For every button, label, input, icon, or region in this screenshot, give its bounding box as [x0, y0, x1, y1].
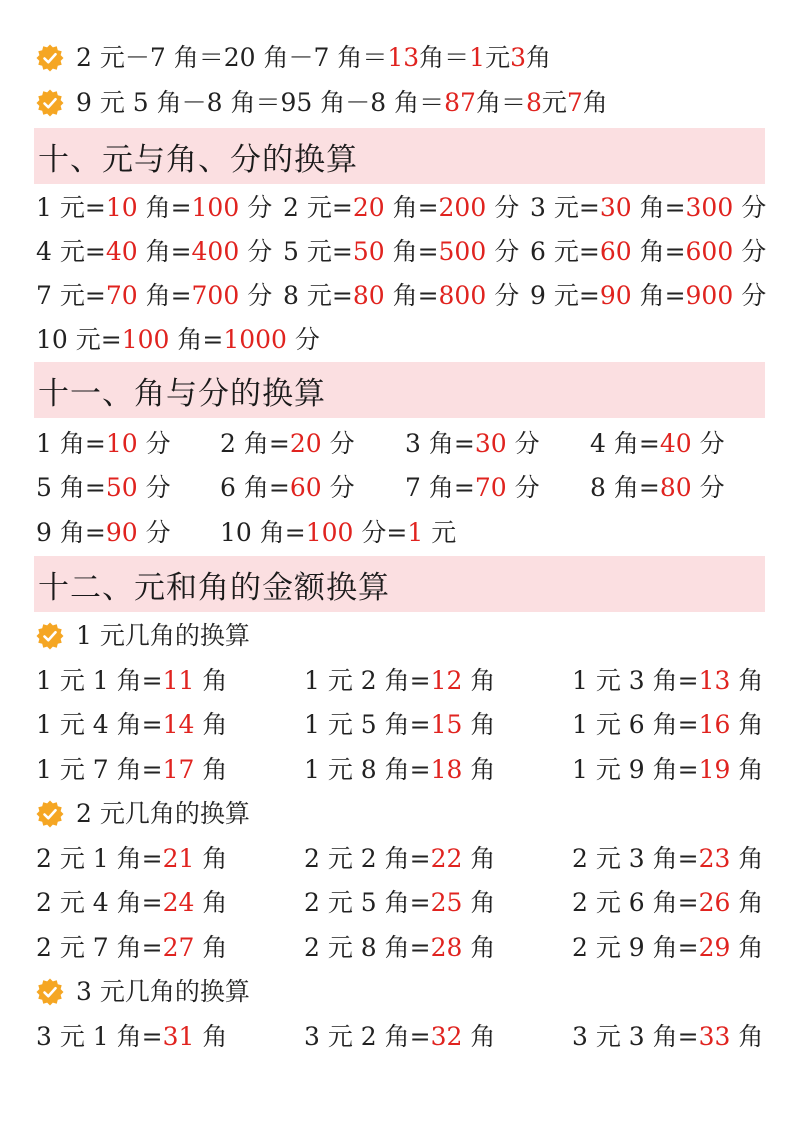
equation-text: 角 [582, 88, 608, 117]
conversion-cell [36, 708, 227, 742]
subsection-heading-text: 3 元几角的换算 [76, 977, 250, 1006]
section-header [34, 556, 765, 612]
equation-text: 4 角= [590, 429, 660, 458]
equation-text: 1 元 8 角= [304, 755, 431, 784]
answer-value: 33 [698, 1022, 731, 1051]
equation-text: 角 [462, 1022, 496, 1051]
equation-text: 角 [194, 844, 228, 873]
equation-text: 分 [137, 518, 171, 547]
answer-value: 70 [474, 473, 507, 502]
equation-text: 2 元 6 角= [572, 888, 699, 917]
conversion-cell [220, 471, 355, 505]
equation-text: 角 [525, 43, 551, 72]
conversion-cell [36, 427, 171, 461]
table-row [0, 516, 800, 550]
answer-value: 19 [698, 755, 731, 784]
equation-text: 角 [462, 933, 496, 962]
equation-text: 角= [137, 193, 192, 222]
table-row [0, 191, 800, 225]
equation-text: 角 [194, 666, 228, 695]
equation-text: 角＝ [475, 88, 526, 117]
equation-text: 分 [691, 429, 725, 458]
conversion-cell [572, 664, 763, 698]
table-row [0, 323, 800, 357]
conversion-cell [572, 842, 763, 876]
answer-value: 70 [105, 281, 138, 310]
conversion-cell [283, 191, 519, 225]
equation-line [36, 41, 551, 75]
answer-value: 27 [162, 933, 195, 962]
table-row [0, 753, 800, 787]
conversion-cell [572, 753, 763, 787]
answer-value: 800 [438, 281, 487, 310]
equation-text: 角 [730, 1022, 764, 1051]
answer-value: 14 [162, 710, 195, 739]
conversion-cell [36, 842, 227, 876]
conversion-cell [590, 471, 725, 505]
equation-text: 1 元 5 角= [304, 710, 431, 739]
equation-text: 角 [730, 844, 764, 873]
conversion-cell [283, 235, 519, 269]
conversion-cell [36, 753, 227, 787]
answer-value: 90 [105, 518, 138, 547]
equation-text: 角= [384, 281, 439, 310]
equation-text: 1 元 7 角= [36, 755, 163, 784]
answer-value: 60 [599, 237, 632, 266]
equation-text: 2 元 2 角= [304, 844, 431, 873]
equation-text: 2 元= [283, 193, 353, 222]
equation-text: 3 元 3 角= [572, 1022, 699, 1051]
equation-text: 角= [169, 325, 224, 354]
equation-text: 角 [194, 888, 228, 917]
equation-text: 1 元= [36, 193, 106, 222]
subsection-heading [36, 797, 250, 831]
answer-value: 20 [352, 193, 385, 222]
equation-text: 分 [486, 193, 520, 222]
answer-value: 13 [387, 43, 420, 72]
answer-value: 600 [685, 237, 734, 266]
equation-line [36, 86, 608, 120]
equation-text: 分 [321, 429, 355, 458]
equation-text: 分 [506, 429, 540, 458]
conversion-cell [36, 471, 171, 505]
table-row [0, 842, 800, 876]
answer-value: 31 [162, 1022, 195, 1051]
answer-value: 1 [407, 518, 424, 547]
answer-value: 100 [191, 193, 240, 222]
answer-value: 15 [430, 710, 463, 739]
table-row [0, 931, 800, 965]
equation-text: 角 [194, 933, 228, 962]
conversion-cell [530, 279, 766, 313]
answer-value: 10 [105, 193, 138, 222]
equation-text: 分 [733, 237, 767, 266]
answer-value: 20 [289, 429, 322, 458]
table-row [0, 427, 800, 461]
subsection-heading [36, 619, 250, 653]
equation-text: 9 角= [36, 518, 106, 547]
conversion-cell [405, 427, 540, 461]
equation-text: 角= [631, 281, 686, 310]
equation-text: 分 [137, 473, 171, 502]
badge-check-icon [36, 978, 64, 1006]
equation-text: 角 [730, 755, 764, 784]
answer-value: 3 [510, 43, 526, 72]
equation-text: 分 [691, 473, 725, 502]
conversion-cell [283, 279, 519, 313]
answer-value: 10 [105, 429, 138, 458]
equation-text: 1 元 9 角= [572, 755, 699, 784]
conversion-cell [530, 191, 766, 225]
conversion-cell [36, 886, 227, 920]
equation-text: 分 [321, 473, 355, 502]
equation-text: 3 元 2 角= [304, 1022, 431, 1051]
equation-text: 2 元 9 角= [572, 933, 699, 962]
equation-text: 元 [541, 88, 567, 117]
answer-value: 12 [430, 666, 463, 695]
equation-text: 3 元 1 角= [36, 1022, 163, 1051]
equation-text: 3 角= [405, 429, 475, 458]
answer-value: 7 [566, 88, 583, 117]
answer-value: 21 [162, 844, 195, 873]
equation-text: 分 [239, 237, 273, 266]
conversion-cell [36, 931, 227, 965]
equation-text: 角= [384, 193, 439, 222]
equation-text: 1 元 3 角= [572, 666, 699, 695]
answer-value: 30 [599, 193, 632, 222]
table-row [0, 279, 800, 313]
conversion-cell [304, 842, 495, 876]
badge-check-icon [36, 44, 64, 72]
equation-text: 5 元= [283, 237, 353, 266]
equation-text: 9 元 5 角－8 角＝95 角－8 角＝ [76, 88, 445, 117]
equation-text: 分 [239, 281, 273, 310]
equation-text: 2 元 7 角= [36, 933, 163, 962]
answer-value: 50 [105, 473, 138, 502]
equation-text: 10 角= [220, 518, 306, 547]
answer-value: 28 [430, 933, 463, 962]
equation-text: 2 元 5 角= [304, 888, 431, 917]
equation-text: 2 角= [220, 429, 290, 458]
answer-value: 17 [162, 755, 195, 784]
equation-text: 角= [137, 237, 192, 266]
conversion-cell [304, 886, 495, 920]
section-header [34, 128, 765, 184]
table-row [0, 471, 800, 505]
equation-text: 5 角= [36, 473, 106, 502]
conversion-cell [530, 235, 766, 269]
conversion-cell [36, 279, 272, 313]
equation-text: 7 元= [36, 281, 106, 310]
answer-value: 8 [525, 88, 542, 117]
equation-text: 角 [462, 844, 496, 873]
equation-text: 1 角= [36, 429, 106, 458]
conversion-cell [304, 1020, 495, 1054]
equation-text: 分 [286, 325, 320, 354]
conversion-cell [36, 191, 272, 225]
conversion-cell [36, 235, 272, 269]
answer-value: 11 [162, 666, 195, 695]
equation-text: 分 [239, 193, 273, 222]
equation-text: 8 元= [283, 281, 353, 310]
equation-text: 分 [137, 429, 171, 458]
conversion-cell [572, 886, 763, 920]
equation-text: 1 元 6 角= [572, 710, 699, 739]
equation-text: 角 [462, 888, 496, 917]
answer-value: 40 [105, 237, 138, 266]
answer-value: 80 [352, 281, 385, 310]
equation-text: 9 元= [530, 281, 600, 310]
conversion-cell [572, 931, 763, 965]
answer-value: 700 [191, 281, 240, 310]
equation-text: 角 [462, 755, 496, 784]
section-title: 十二、元和角的金额换算 [38, 569, 390, 606]
conversion-cell [36, 664, 227, 698]
answer-value: 200 [438, 193, 487, 222]
section-header [34, 362, 765, 418]
answer-value: 80 [659, 473, 692, 502]
equation-text: 角 [730, 933, 764, 962]
equation-text: 1 元 2 角= [304, 666, 431, 695]
answer-value: 100 [121, 325, 170, 354]
equation-text: 8 角= [590, 473, 660, 502]
badge-check-icon [36, 89, 64, 117]
equation-text: 元 [423, 518, 457, 547]
equation-text: 6 元= [530, 237, 600, 266]
answer-value: 23 [698, 844, 731, 873]
equation-text: 角 [194, 1022, 228, 1051]
conversion-cell [220, 516, 456, 550]
equation-text: 分= [353, 518, 408, 547]
equation-text: 3 元= [530, 193, 600, 222]
equation-text: 角= [631, 237, 686, 266]
conversion-cell [304, 708, 495, 742]
equation-text: 角 [730, 666, 764, 695]
answer-value: 26 [698, 888, 731, 917]
table-row [0, 708, 800, 742]
subsection-heading-text: 2 元几角的换算 [76, 799, 250, 828]
conversion-cell [405, 471, 540, 505]
answer-value: 25 [430, 888, 463, 917]
answer-value: 50 [352, 237, 385, 266]
answer-value: 18 [430, 755, 463, 784]
conversion-cell [304, 664, 495, 698]
equation-text: 分 [486, 237, 520, 266]
answer-value: 30 [474, 429, 507, 458]
answer-value: 90 [599, 281, 632, 310]
conversion-cell [220, 427, 355, 461]
equation-text: 元 [485, 43, 511, 72]
equation-text: 2 元 1 角= [36, 844, 163, 873]
answer-value: 13 [698, 666, 731, 695]
equation-text: 角 [730, 888, 764, 917]
equation-text: 角＝ [419, 43, 470, 72]
equation-text: 角 [462, 710, 496, 739]
answer-value: 400 [191, 237, 240, 266]
equation-text: 6 角= [220, 473, 290, 502]
equation-text: 分 [733, 193, 767, 222]
conversion-cell [36, 516, 171, 550]
equation-text: 2 元 3 角= [572, 844, 699, 873]
conversion-cell [572, 1020, 763, 1054]
equation-text: 分 [486, 281, 520, 310]
conversion-cell [572, 708, 763, 742]
conversion-cell [304, 753, 495, 787]
section-title: 十一、角与分的换算 [38, 375, 326, 412]
equation-text: 角 [194, 710, 228, 739]
table-row [0, 1020, 800, 1054]
conversion-cell [304, 931, 495, 965]
subsection-heading-text: 1 元几角的换算 [76, 621, 250, 650]
equation-text: 角= [384, 237, 439, 266]
table-row [0, 664, 800, 698]
answer-value: 1000 [223, 325, 287, 354]
equation-text: 4 元= [36, 237, 106, 266]
subsection-heading [36, 975, 250, 1009]
answer-value: 900 [685, 281, 734, 310]
badge-check-icon [36, 622, 64, 650]
conversion-cell [36, 323, 320, 357]
conversion-cell [590, 427, 725, 461]
answer-value: 40 [659, 429, 692, 458]
section-title: 十、元与角、分的换算 [38, 141, 358, 178]
answer-value: 24 [162, 888, 195, 917]
answer-value: 60 [289, 473, 322, 502]
equation-text: 角 [194, 755, 228, 784]
answer-value: 87 [444, 88, 476, 117]
badge-check-icon [36, 800, 64, 828]
answer-value: 500 [438, 237, 487, 266]
equation-text: 7 角= [405, 473, 475, 502]
conversion-cell [36, 1020, 227, 1054]
equation-text: 角= [137, 281, 192, 310]
answer-value: 100 [305, 518, 354, 547]
equation-text: 分 [733, 281, 767, 310]
equation-text: 角 [730, 710, 764, 739]
equation-text: 角 [462, 666, 496, 695]
equation-text: 10 元= [36, 325, 122, 354]
answer-value: 32 [430, 1022, 463, 1051]
equation-text: 2 元 4 角= [36, 888, 163, 917]
answer-value: 29 [698, 933, 731, 962]
equation-text: 2 元 8 角= [304, 933, 431, 962]
equation-text: 角= [631, 193, 686, 222]
table-row [0, 886, 800, 920]
equation-text: 2 元－7 角＝20 角－7 角＝ [76, 43, 388, 72]
table-row [0, 235, 800, 269]
equation-text: 1 元 1 角= [36, 666, 163, 695]
answer-value: 16 [698, 710, 731, 739]
equation-text: 分 [506, 473, 540, 502]
answer-value: 300 [685, 193, 734, 222]
answer-value: 1 [469, 43, 486, 72]
equation-text: 1 元 4 角= [36, 710, 163, 739]
answer-value: 22 [430, 844, 463, 873]
